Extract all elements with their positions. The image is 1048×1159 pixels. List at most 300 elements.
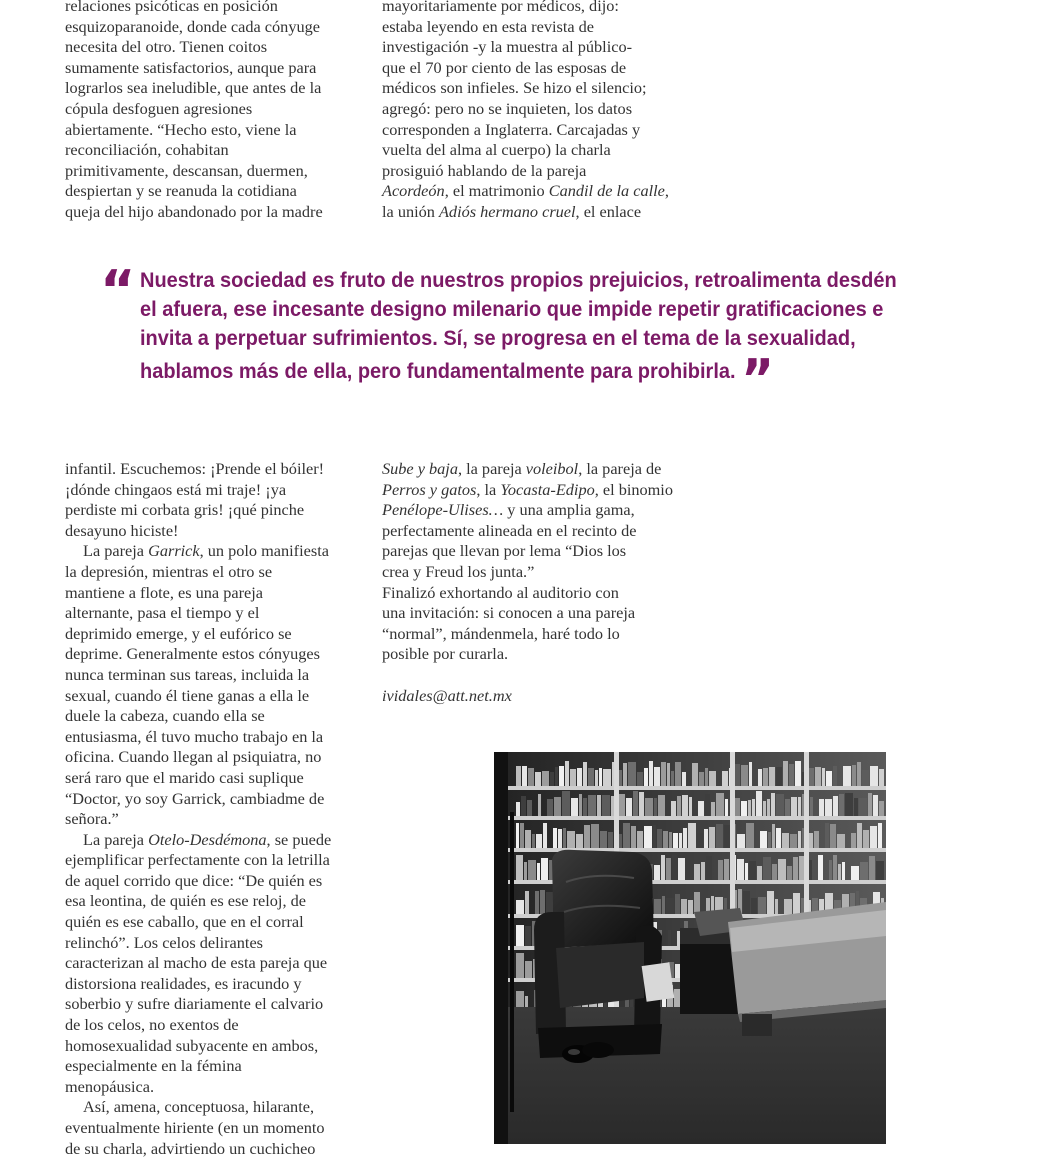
floor-lamp (510, 812, 514, 1112)
book-spine (776, 767, 782, 786)
book-spine (737, 859, 744, 880)
book-spine (711, 802, 715, 816)
book-spine (784, 899, 792, 914)
book-spine (637, 772, 643, 786)
book-spine (772, 824, 775, 848)
book-spine (671, 771, 674, 786)
book-spine (790, 834, 797, 848)
book-spine (541, 858, 548, 880)
italic-title: Acordeón (382, 181, 445, 201)
book-spine (600, 831, 607, 848)
book-spine (591, 824, 599, 848)
book-spine (749, 762, 752, 786)
text-line: lograrlos sea ineludible, que antes de la (65, 78, 322, 98)
text-line: perfectamente alineada en el recinto de (382, 520, 637, 540)
text-line: parejas que llevan por lema “Dios los (382, 541, 627, 561)
text-line: reconciliación, cohabitan (65, 140, 229, 160)
text-line: duele la cabeza, cuando ella se (65, 706, 265, 726)
book-spine (686, 858, 693, 880)
book-spine (778, 859, 786, 880)
book-spine (577, 768, 582, 786)
book-spine (565, 761, 569, 786)
book-spine (868, 793, 872, 816)
book-spine (862, 770, 869, 786)
book-spine (772, 864, 777, 880)
book-spine (758, 897, 766, 914)
book-spine (697, 833, 703, 848)
book-spine (791, 797, 797, 816)
book-spine (525, 830, 531, 848)
book-spine (833, 766, 837, 786)
text-line (65, 830, 355, 851)
book-spine (525, 961, 532, 978)
book-spine (559, 766, 564, 786)
book-spine (863, 830, 869, 848)
book-spine (661, 762, 666, 786)
text-line: infantil. Escuchemos: ¡Prende el bóiler! (65, 459, 325, 478)
book-spine (535, 891, 539, 914)
book-spine (741, 801, 747, 816)
book-spine (637, 831, 643, 848)
book-spine (706, 856, 712, 880)
text-line: “normal”, mándenmela, haré todo lo (382, 623, 620, 643)
book-spine (718, 860, 723, 880)
book-spine (725, 799, 728, 816)
book-spine (749, 861, 756, 880)
magazine (642, 962, 675, 1002)
text-line: quién es ese caballo, que en el corral (65, 912, 304, 932)
book-spine (870, 766, 878, 786)
book-spine (833, 855, 837, 880)
book-spine (878, 823, 882, 848)
book-spine (674, 989, 680, 1010)
book-spine (793, 857, 798, 880)
text-run: la unión (382, 201, 439, 221)
text-line: será raro que el marido casi suplique (65, 767, 304, 787)
text-line: sexual, cuando él tiene ganas a ella le (65, 685, 310, 705)
book-spine (516, 953, 524, 978)
book-spine (563, 828, 566, 848)
text-line: cópula desfoguen agresiones (65, 98, 253, 118)
book-spine (771, 793, 775, 816)
text-run: , se puede (266, 829, 332, 849)
text-line: prosiguió hablando de la pareja (382, 160, 587, 180)
text-line: esa leontina, de quién es ese reloj, de (65, 891, 306, 911)
book-spine (535, 772, 541, 786)
book-spine (570, 769, 576, 786)
text-line: necesita del otro. Tienen coitos (65, 37, 268, 57)
text-line: estaba leyendo en esta revista de (382, 16, 595, 36)
book-spine (532, 834, 535, 848)
book-spine (516, 900, 524, 914)
text-line: mayoritariamente por médicos, dijo: (382, 0, 619, 15)
text-line: primitivamente, descansan, duermen, (65, 160, 308, 180)
book-spine (567, 831, 575, 848)
open-quote-mark: “ (100, 259, 136, 322)
book-spine (677, 796, 681, 816)
book-spine (776, 828, 781, 848)
book-spine (672, 855, 677, 880)
book-spine (843, 766, 851, 786)
text-line: especialmente en la fémina (65, 1056, 242, 1076)
book-spine (842, 862, 845, 880)
book-spine (694, 864, 700, 880)
text-run: y una amplia gama, (503, 500, 635, 520)
book-spine (748, 800, 751, 816)
text-line: Así, amena, conceptuosa, hilarante, (83, 1097, 315, 1117)
text-line: corresponden a Inglaterra. Carcajadas y (382, 119, 641, 139)
text-line: una invitación: si conocen a una pareja (382, 603, 636, 623)
book-spine (667, 763, 670, 786)
text-line: menopáusica. (65, 1076, 155, 1096)
book-spine (516, 925, 524, 946)
book-spine (798, 831, 801, 848)
book-spine (584, 825, 590, 848)
book-spine (579, 794, 582, 816)
text-line (382, 181, 672, 202)
book-spine (626, 798, 632, 816)
book-spine (815, 767, 821, 786)
book-spine (550, 772, 554, 786)
book-spine (673, 833, 678, 848)
book-spine (787, 866, 792, 880)
text-line: perdiste mi corbata gris! ¡qué pinche (65, 500, 305, 520)
book-spine (675, 762, 681, 786)
text-run: , la pareja de (578, 459, 662, 478)
text-run: La pareja (83, 829, 149, 849)
book-spine (722, 771, 728, 786)
book-spine (588, 768, 594, 786)
book-spine (857, 762, 861, 786)
book-spine (528, 860, 536, 880)
book-spine (822, 768, 825, 786)
book-spine (538, 794, 541, 816)
text-line: deprime. Generalmente estos cónyuges (65, 644, 320, 664)
text-line: homosexualidad subyacente en ambos, (65, 1035, 319, 1055)
book-spine (683, 828, 687, 848)
book-spine (756, 791, 762, 816)
book-spine (876, 861, 884, 880)
text-line: ¡dónde chingaos está mi traje! ¡ya (65, 479, 287, 499)
book-spine (654, 767, 660, 786)
close-quote-mark: ” (741, 348, 775, 411)
book-spine (583, 798, 587, 816)
text-line (382, 480, 672, 501)
book-spine (516, 766, 521, 786)
book-spine (767, 799, 770, 816)
book-spine (879, 801, 884, 816)
book-spine (716, 824, 723, 848)
book-spine (795, 761, 801, 786)
book-spine (537, 863, 540, 880)
book-spine (618, 794, 625, 816)
book-spine (562, 791, 570, 816)
book-spine (870, 826, 877, 848)
text-line: agregó: pero no se inquieten, los datos (382, 98, 633, 118)
text-line: de aquel corrido que dice: “De quién es (65, 870, 323, 890)
book-spine (662, 896, 665, 914)
book-spine (536, 834, 542, 848)
book-spine (645, 798, 653, 816)
book-spine (830, 824, 836, 848)
book-spine (724, 825, 730, 848)
text-line: entusiasma, él tuvo mucho trabajo en la (65, 726, 324, 746)
book-spine (763, 768, 768, 786)
text-line (65, 541, 355, 562)
book-spine (516, 823, 519, 848)
book-spine (595, 770, 598, 786)
book-spine (879, 769, 884, 786)
book-spine (825, 823, 829, 848)
book-spine (837, 834, 845, 848)
book-spine (554, 797, 561, 816)
book-spine (661, 855, 665, 880)
text-run: , la pareja (457, 459, 526, 478)
book-spine (657, 829, 662, 848)
book-spine (583, 762, 587, 786)
text-line: desayuno hiciste! (65, 520, 179, 540)
book-spine (854, 798, 858, 816)
italic-title: Sube y baja (382, 459, 458, 478)
book-spine (528, 768, 534, 786)
book-spine (833, 796, 838, 816)
text-line: relaciones psicóticas en posición (65, 0, 278, 15)
book-spine (571, 798, 578, 816)
book-spine (873, 795, 878, 816)
book-spine (654, 798, 657, 816)
book-spine (516, 855, 523, 880)
text-line: eventualmente hiriente (en un momento (65, 1118, 325, 1137)
text-line: esquizoparanoide, donde cada cónyuge (65, 16, 320, 36)
book-spine (851, 833, 856, 848)
text-run: , la (476, 479, 501, 499)
text-line: relinchó”. Los celos delirantes (65, 932, 264, 952)
book-spine (671, 801, 676, 816)
italic-title: Perros y gatos (382, 479, 477, 499)
book-spine (709, 771, 716, 786)
book-spine (522, 766, 527, 786)
text-run: , (664, 181, 669, 201)
text-line: nunca terminan sus tareas, incluida la (65, 664, 310, 684)
book-spine (851, 866, 859, 880)
book-spine (682, 772, 686, 786)
text-line: abiertamente. “Hecho esto, viene la (65, 119, 297, 139)
text-line (382, 459, 672, 480)
book-spine (735, 764, 740, 786)
text-line: de los celos, no exentos de (65, 1015, 239, 1035)
book-spine (688, 823, 696, 848)
column-top-left (65, 0, 355, 223)
book-spine (654, 865, 660, 880)
book-spine (825, 799, 832, 816)
text-run: La pareja (83, 541, 149, 561)
pull-quote-line: Nuestra sociedad es fruto de nuestros propios prejuicios, retroalimenta desdén (140, 268, 897, 292)
book-spine (699, 772, 704, 786)
book-spine (776, 794, 784, 816)
column-top-right (382, 0, 672, 223)
book-spine (623, 823, 630, 848)
book-spine (838, 864, 841, 880)
book-spine (860, 862, 868, 880)
book-spine (769, 767, 775, 786)
text-line: oficina. Cuando llegan al psiquiatra, no (65, 747, 322, 767)
book-spine (540, 890, 545, 914)
book-spine (768, 832, 771, 848)
text-line: posible por curarla. (382, 644, 509, 664)
book-spine (675, 894, 680, 914)
column-bottom-left (65, 459, 355, 1159)
book-spine (588, 795, 596, 816)
book-spine (857, 823, 862, 848)
book-spine (819, 799, 824, 816)
book-spine (701, 862, 705, 880)
author-email[interactable]: ividales@att.net.mx (382, 685, 512, 705)
book-spine (814, 831, 819, 848)
book-spine (859, 798, 867, 816)
book-spine (810, 797, 813, 816)
book-spine (527, 800, 532, 816)
text-line: distorsiona realidades, es iracundo y (65, 973, 302, 993)
shelf-plank (508, 786, 886, 790)
book-spine (839, 794, 844, 816)
book-spine (525, 891, 529, 914)
text-line: queja del hijo abandonado por la madre (65, 201, 323, 221)
text-line: que el 70 por ciento de las esposas de (382, 57, 627, 77)
text-line: ejemplificar perfectamente con la letrilla (65, 850, 330, 870)
column-bottom-right (382, 459, 672, 706)
book-spine (553, 828, 557, 848)
book-spine (679, 833, 682, 848)
book-spine (809, 833, 813, 848)
text-line: deprimido emerge, y el eufórico se (65, 623, 292, 643)
text-line: Finalizó exhortando al auditorio con (382, 582, 619, 602)
book-spine (724, 859, 729, 880)
book-spine (689, 797, 692, 816)
book-spine (705, 794, 710, 816)
book-spine (521, 796, 526, 816)
book-spine (785, 799, 790, 816)
book-spine (666, 898, 674, 914)
book-spine (654, 899, 661, 914)
book-spine (666, 858, 671, 880)
study-room-illustration (494, 752, 886, 1144)
book-spine (789, 764, 794, 786)
book-spine (798, 797, 801, 816)
book-spine (694, 892, 700, 914)
pull-quote-line (140, 348, 775, 411)
text-line: sumamente satisfactorios, aunque para (65, 57, 317, 77)
book-spine (767, 891, 774, 914)
book-spine (743, 891, 750, 914)
book-spine (525, 926, 531, 946)
text-line: la depresión, mientras el otro se (65, 561, 273, 581)
book-spine (751, 898, 757, 914)
book-spine (653, 825, 656, 848)
book-spine (644, 826, 652, 848)
text-line: alternante, pasa el tiempo y el (65, 603, 260, 623)
book-spine (669, 832, 672, 848)
italic-title: Otelo-Desdémona (148, 829, 267, 849)
text-run: , el binomio (594, 479, 673, 499)
book-spine (649, 761, 653, 786)
book-spine (597, 795, 601, 816)
text-line: de su charla, advirtiendo un cuchicheo (65, 1138, 316, 1158)
text-line: investigación -y la muestra al público- (382, 37, 633, 57)
italic-title: Garrick (148, 541, 200, 561)
pull-quote-line: invita a perpetuar sufrimientos. Sí, se progresa en el tema de la sexualidad, (140, 326, 856, 350)
book-spine (516, 802, 520, 816)
book-spine (543, 823, 547, 848)
book-spine (678, 858, 685, 880)
book-spine (546, 892, 553, 914)
book-spine (746, 823, 754, 848)
italic-title: Yocasta-Edipo (500, 479, 595, 499)
book-spine (547, 799, 553, 816)
text-line: vuelta del alma al cuerpo) la charla (382, 140, 611, 160)
book-spine (760, 831, 767, 848)
book-spine (783, 761, 788, 786)
text-line (382, 500, 672, 521)
book-spine (775, 899, 778, 914)
book-spine (752, 799, 755, 816)
book-spine (705, 768, 708, 786)
book-spine (623, 763, 627, 786)
book-spine (602, 795, 610, 816)
text-line: señora.” (65, 809, 119, 829)
text-line (382, 202, 672, 223)
text-line: “Doctor, yo soy Garrick, cambiadme de (65, 788, 325, 808)
book-spine (663, 831, 668, 848)
book-spine (599, 768, 602, 786)
photo-study-room (494, 752, 886, 1144)
book-spine (524, 862, 527, 880)
book-spine (709, 827, 715, 848)
left-edge (494, 752, 508, 1144)
book-spine (639, 792, 644, 816)
book-spine (704, 829, 708, 848)
book-spine (763, 801, 766, 816)
text-line: mantiene a flote, es una pareja (65, 582, 263, 602)
book-spine (757, 866, 762, 880)
book-spine (576, 834, 583, 848)
text-run: , el matrimonio (444, 181, 549, 201)
italic-title: Candil de la calle (548, 181, 665, 201)
armchair (534, 850, 662, 1058)
book-spine (558, 829, 562, 848)
book-spine (869, 856, 875, 880)
book-spine (681, 899, 687, 914)
book-spine (758, 769, 762, 786)
book-spine (782, 833, 789, 848)
book-spine (692, 763, 698, 786)
book-spine (763, 857, 771, 880)
italic-title: Adiós hermano cruel (438, 201, 576, 221)
text-run: , el enlace (575, 201, 642, 221)
book-spine (555, 767, 558, 786)
book-spine (845, 793, 853, 816)
book-spine (698, 801, 704, 816)
pull-quote-line: el afuera, ese incesante designo milenario que impide repetir gratificaciones e (140, 297, 884, 321)
book-spine (542, 771, 549, 786)
book-spine (644, 768, 648, 786)
book-spine (737, 834, 745, 848)
book-spine (658, 795, 665, 816)
book-spine (688, 900, 693, 914)
book-spine (603, 769, 611, 786)
italic-title: Penélope-Ulises… (382, 500, 504, 520)
book-spine (668, 930, 671, 946)
italic-title: voleibol (525, 459, 579, 478)
